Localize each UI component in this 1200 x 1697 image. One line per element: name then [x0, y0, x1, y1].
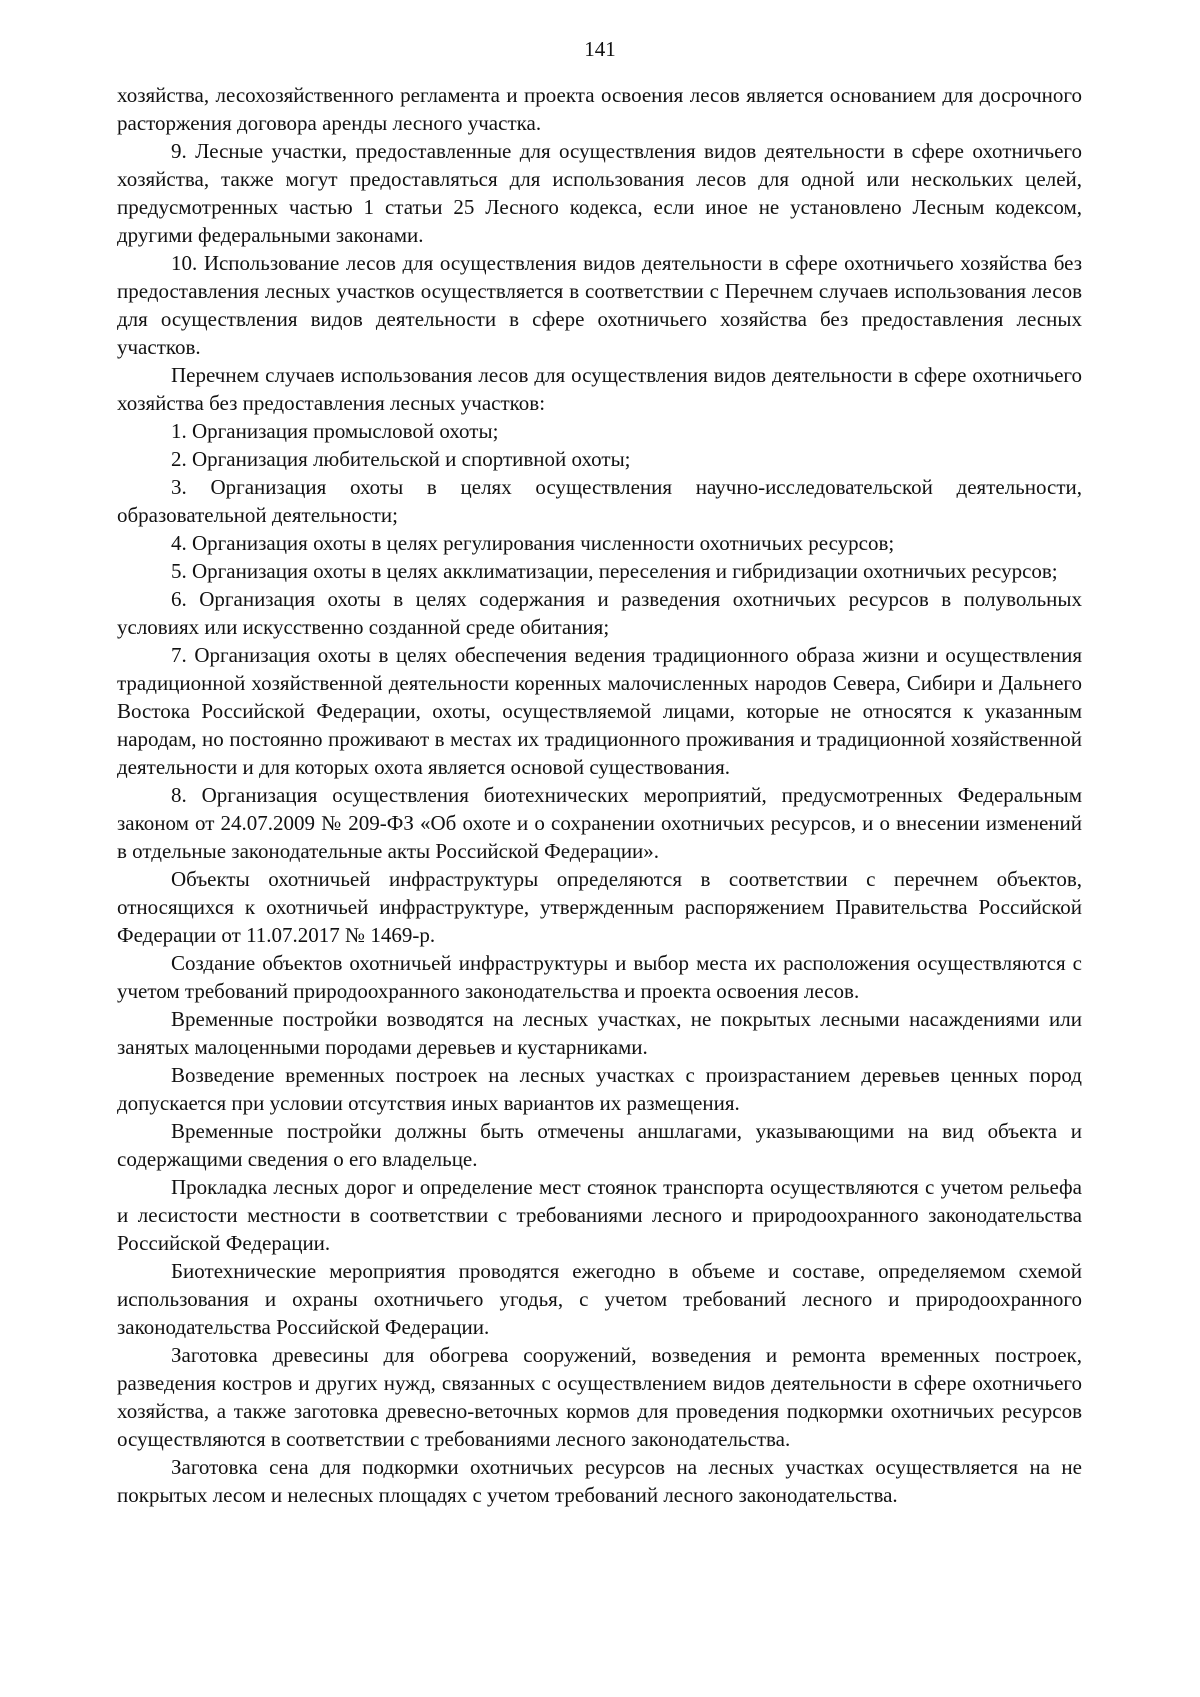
paragraph: Возведение временных построек на лесных участках с произрастанием деревьев ценных пород допускается при условии отсутствия иных вариантов их размещения.: [117, 1063, 1082, 1115]
paragraph: Биотехнические мероприятия проводятся ежегодно в объеме и составе, определяемом схемой использования и охраны охотничьего угодья, с учетом требований лесного и природоохранного законодательства Российской Федерации.: [117, 1259, 1082, 1339]
paragraph: Временные постройки должны быть отмечены аншлагами, указывающими на вид объекта и содержащими сведения о его владельце.: [117, 1119, 1082, 1171]
paragraph: 10. Использование лесов для осуществления видов деятельности в сфере охотничьего хозяйства без предоставления лесных участков осуществляется в соответствии с Перечнем случаев использования лесов для осуществления видов деятельности в сфере охотничьего хозяйства без предоставления лесных участков.: [117, 251, 1082, 359]
list-item: 3. Организация охоты в целях осуществления научно-исследовательской деятельности, образовательной деятельности;: [117, 475, 1082, 527]
paragraph: Прокладка лесных дорог и определение мест стоянок транспорта осуществляются с учетом рельефа и лесистости местности в соответствии с требованиями лесного и природоохранного законодательства Российской Федерации.: [117, 1175, 1082, 1255]
list-item: 5. Организация охоты в целях акклиматизации, переселения и гибридизации охотничьих ресурсов;: [171, 559, 1058, 583]
document-body: [117, 81, 1082, 1509]
list-item: 4. Организация охоты в целях регулирования численности охотничьих ресурсов;: [171, 531, 895, 555]
paragraph: хозяйства, лесохозяйственного регламента и проекта освоения лесов является основанием для досрочного расторжения договора аренды лесного участка.: [117, 83, 1082, 135]
paragraph: 9. Лесные участки, предоставленные для осуществления видов деятельности в сфере охотничьего хозяйства, также могут предоставляться для использования лесов для одной или нескольких целей, предусмотренных частью 1 статьи 25 Лесного кодекса, если иное не установлено Лесным кодексом, другими федеральными законами.: [117, 139, 1082, 247]
list-item: 2. Организация любительской и спортивной охоты;: [171, 447, 631, 471]
paragraph: Объекты охотничьей инфраструктуры определяются в соответствии с перечнем объектов, относящихся к охотничьей инфраструктуре, утвержденным распоряжением Правительства Российской Федерации от 11.07.2017 № 1469-р.: [117, 867, 1082, 947]
paragraph: Заготовка древесины для обогрева сооружений, возведения и ремонта временных построек, разведения костров и других нужд, связанных с осуществлением видов деятельности в сфере охотничьего хозяйства, а также заготовка древесно-веточных кормов для проведения подкормки охотничьих ресурсов осуществляются в соответствии с требованиями лесного законодательства.: [117, 1343, 1082, 1451]
list-item: 8. Организация осуществления биотехнических мероприятий, предусмотренных Федеральным законом от 24.07.2009 № 209-ФЗ «Об охоте и о сохранении охотничьих ресурсов, и о внесении изменений в отдельные законодательные акты Российской Федерации».: [117, 783, 1082, 863]
paragraph: Временные постройки возводятся на лесных участках, не покрытых лесными насаждениями или занятых малоценными породами деревьев и кустарниками.: [117, 1007, 1082, 1059]
page-number: 141: [584, 37, 616, 61]
list-item: 6. Организация охоты в целях содержания и разведения охотничьих ресурсов в полувольных условиях или искусственно созданной среде обитания;: [117, 587, 1082, 639]
list-item: 1. Организация промысловой охоты;: [171, 419, 499, 443]
list-item: 7. Организация охоты в целях обеспечения ведения традиционного образа жизни и осуществления традиционной хозяйственной деятельности коренных малочисленных народов Севера, Сибири и Дальнего Востока Российской Федерации, охоты, осуществляемой лицами, которые не относятся к указанным народам, но постоянно проживают в местах их традиционного проживания и традиционной хозяйственной деятельности и для которых охота является основой существования.: [117, 643, 1082, 779]
paragraph: Перечнем случаев использования лесов для осуществления видов деятельности в сфере охотничьего хозяйства без предоставления лесных участков:: [117, 363, 1082, 415]
paragraph: Создание объектов охотничьей инфраструктуры и выбор места их расположения осуществляются с учетом требований природоохранного законодательства и проекта освоения лесов.: [117, 951, 1082, 1003]
paragraph: Заготовка сена для подкормки охотничьих ресурсов на лесных участках осуществляется на не покрытых лесом и нелесных площадях с учетом требований лесного законодательства.: [117, 1455, 1082, 1507]
